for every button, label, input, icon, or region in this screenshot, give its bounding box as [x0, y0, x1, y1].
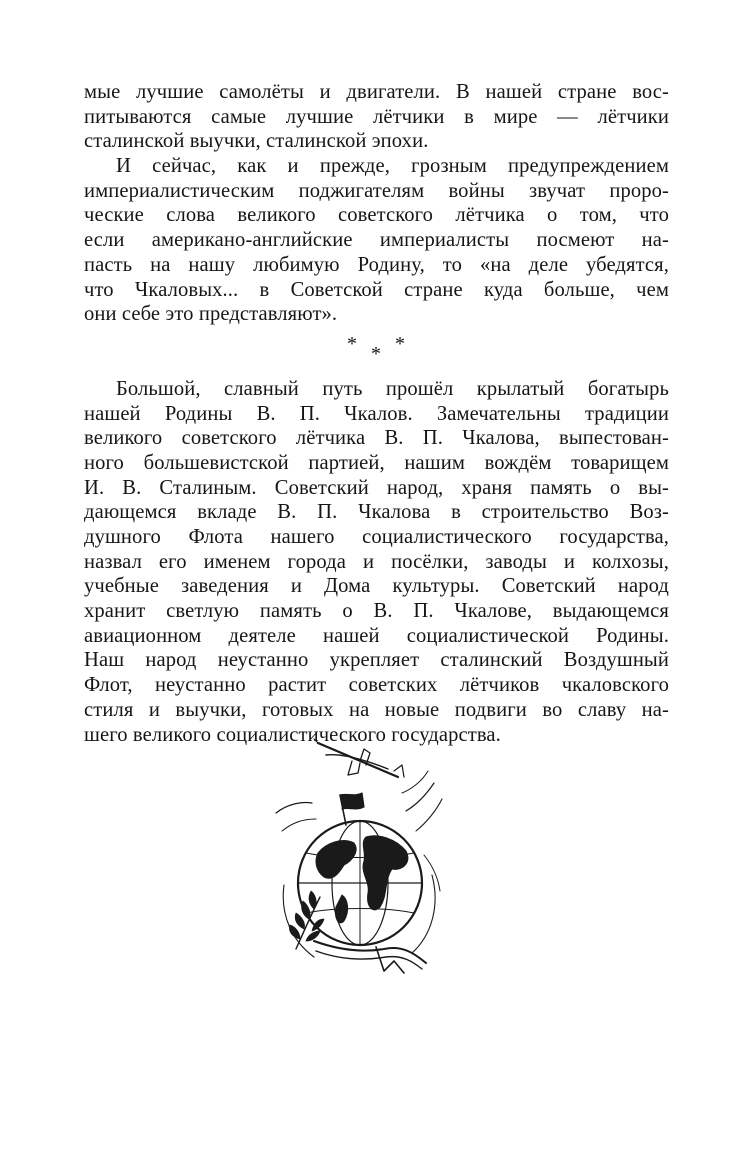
- text-line: мые лучшие самолёты и двигатели. В нашей стране вос-: [84, 81, 669, 103]
- text-line: что Чкаловых... в Советской стране куда больше, чем: [84, 278, 669, 301]
- text-line: шего великого социалистического государства.: [84, 723, 501, 746]
- text-line: стиля и выучки, готовых на новые подвиги во славу на-: [84, 698, 669, 721]
- text-line: сталинской выучки, сталинской эпохи.: [84, 130, 429, 153]
- text-line: дающемся вкладе В. П. Чкалова в строительство Воз-: [84, 501, 669, 524]
- asterisk: *: [347, 332, 357, 355]
- text-line: Флот, неустанно растит советских лётчиков чкаловского: [84, 674, 669, 697]
- page-text: [84, 80, 669, 747]
- text-line: пасть на нашу любимую Родину, то «на деле убедятся,: [84, 253, 669, 276]
- text-line: И. В. Сталиным. Советский народ, храня память о вы-: [84, 476, 669, 499]
- text-line: великого советского лётчика В. П. Чкалова, выпестован-: [84, 427, 669, 450]
- paragraph: [84, 80, 669, 154]
- asterisk: *: [371, 342, 381, 365]
- text-line: учебные заведения и Дома культуры. Советский народ: [84, 575, 669, 598]
- asterisk: *: [395, 332, 405, 355]
- paragraph: [84, 154, 669, 327]
- text-line: нашей Родины В. П. Чкалов. Замечательны традиции: [84, 402, 669, 425]
- text-line: авиационном деятеле нашей социалистической Родины.: [84, 624, 669, 647]
- text-line: если американо-английские империалисты посмеют на-: [84, 229, 669, 252]
- text-line: назвал его именем города и посёлки, заводы и колхозы,: [84, 550, 669, 573]
- text-line: они себе это представляют».: [84, 303, 338, 326]
- text-line: Наш народ неустанно укрепляет сталинский Воздушный: [84, 649, 669, 672]
- globe-airplane-laurel-icon: [256, 735, 456, 985]
- text-line: империалистическим поджигателям войны звучат проро-: [84, 179, 669, 202]
- text-line: ного большевистской партией, нашим вождём товарищем: [84, 451, 669, 474]
- text-line: питываются самые лучшие лётчики в мире — лётчики: [84, 105, 669, 128]
- text-line: ческие слова великого советского лётчика о том, что: [84, 204, 669, 227]
- text-line: Большой, славный путь прошёл крылатый богатырь: [116, 377, 669, 400]
- text-line: душного Флота нашего социалистического государства,: [84, 526, 669, 548]
- paragraph: [84, 377, 669, 747]
- text-line: И сейчас, как и прежде, грозным предупреждением: [116, 155, 669, 178]
- asterism-divider: [84, 332, 669, 373]
- text-line: хранит светлую память о В. П. Чкалове, выдающемся: [84, 600, 669, 623]
- text-block-before-asterism: [84, 80, 669, 327]
- illustration-svg: [256, 735, 456, 985]
- text-block-after-asterism: [84, 377, 669, 747]
